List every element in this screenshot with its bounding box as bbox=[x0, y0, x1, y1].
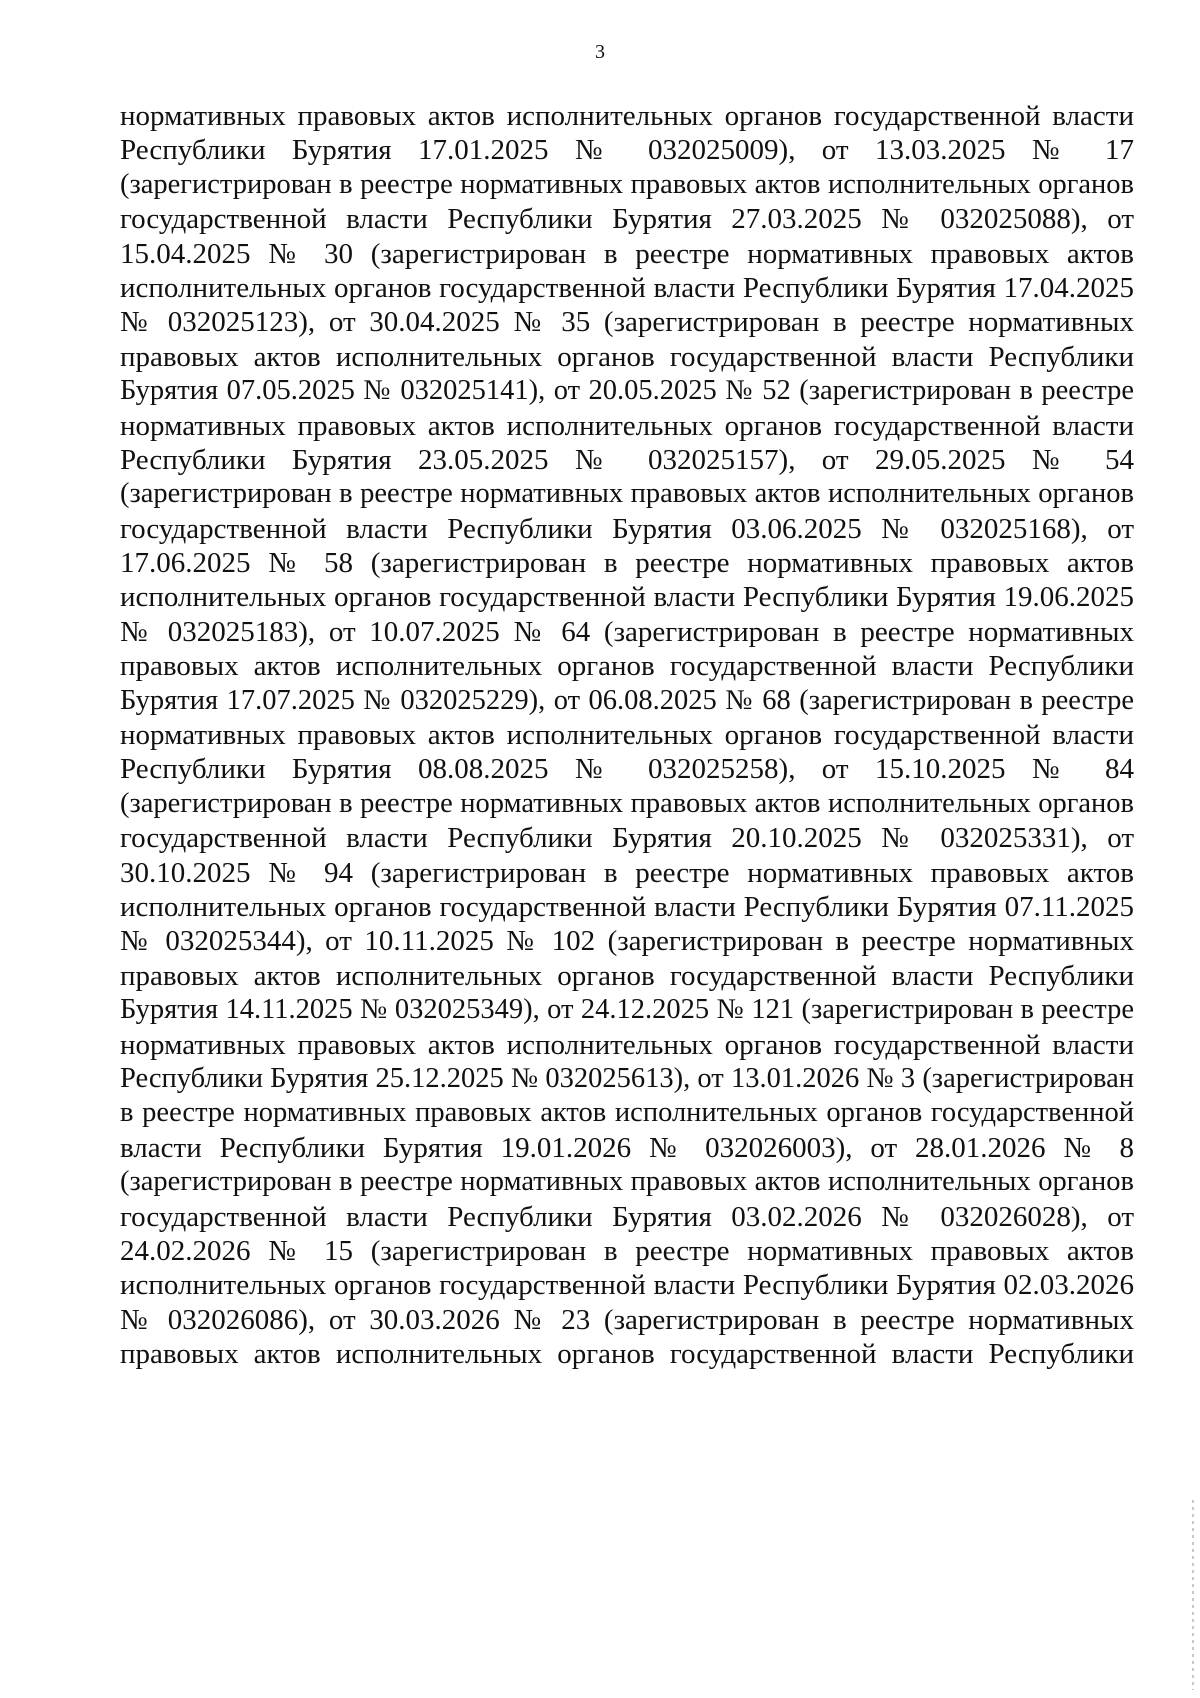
text-line: Республики Бурятия 23.05.2025 № 032025157), от 29.05.2025 № 54 bbox=[120, 443, 1134, 476]
text-line: № 032025123), от 30.04.2025 № 35 (зарегистрирован в реестре нормативных bbox=[120, 306, 1134, 339]
text-line: (зарегистрирован в реестре нормативных правовых актов исполнительных органов bbox=[120, 787, 1134, 819]
text-line: правовых актов исполнительных органов государственной власти Республики bbox=[120, 1338, 1134, 1371]
text-line: исполнительных органов государственной власти Республики Бурятия 02.03.2026 bbox=[120, 1269, 1134, 1302]
text-line: Бурятия 17.07.2025 № 032025229), от 06.08.2025 № 68 (зарегистрирован в реестре bbox=[120, 684, 1134, 716]
text-line: исполнительных органов государственной власти Республики Бурятия 07.11.2025 bbox=[120, 890, 1134, 923]
text-line: Республики Бурятия 08.08.2025 № 032025258), от 15.10.2025 № 84 bbox=[120, 753, 1134, 786]
text-line: 17.06.2025 № 58 (зарегистрирован в реестре нормативных правовых актов bbox=[120, 547, 1134, 580]
body-text bbox=[120, 99, 1134, 1371]
text-line: в реестре нормативных правовых актов исполнительных органов государственной bbox=[120, 1097, 1134, 1129]
text-line: государственной власти Республики Бурятия 03.02.2026 № 032026028), от bbox=[120, 1200, 1134, 1233]
text-line: нормативных правовых актов исполнительных органов государственной власти bbox=[120, 409, 1134, 442]
text-line: 24.02.2026 № 15 (зарегистрирован в реестре нормативных правовых актов bbox=[120, 1234, 1134, 1267]
text-line: (зарегистрирован в реестре нормативных правовых актов исполнительных органов bbox=[120, 168, 1134, 200]
text-line: исполнительных органов государственной власти Республики Бурятия 17.04.2025 bbox=[120, 271, 1134, 304]
text-line: (зарегистрирован в реестре нормативных правовых актов исполнительных органов bbox=[120, 1166, 1134, 1198]
text-line: правовых актов исполнительных органов государственной власти Республики bbox=[120, 340, 1134, 373]
text-line: правовых актов исполнительных органов государственной власти Республики bbox=[120, 959, 1134, 992]
text-line: нормативных правовых актов исполнительных органов государственной власти bbox=[120, 100, 1134, 132]
text-line: № 032025183), от 10.07.2025 № 64 (зарегистрирован в реестре нормативных bbox=[120, 615, 1134, 648]
text-line: нормативных правовых актов исполнительных органов государственной власти bbox=[120, 1028, 1134, 1061]
text-line: государственной власти Республики Бурятия 20.10.2025 № 032025331), от bbox=[120, 822, 1134, 855]
text-line: № 032025344), от 10.11.2025 № 102 (зарегистрирован в реестре нормативных bbox=[120, 925, 1134, 958]
text-line: Республики Бурятия 17.01.2025 № 032025009), от 13.03.2025 № 17 bbox=[120, 134, 1134, 167]
text-line: исполнительных органов государственной власти Республики Бурятия 19.06.2025 bbox=[120, 581, 1134, 614]
text-line: Республики Бурятия 25.12.2025 № 032025613), от 13.01.2026 № 3 (зарегистрирован bbox=[120, 1062, 1134, 1094]
text-line: правовых актов исполнительных органов государственной власти Республики bbox=[120, 650, 1134, 683]
text-line: государственной власти Республики Бурятия 03.06.2025 № 032025168), от bbox=[120, 512, 1134, 545]
text-line: 30.10.2025 № 94 (зарегистрирован в реестре нормативных правовых актов bbox=[120, 856, 1134, 889]
text-line: (зарегистрирован в реестре нормативных правовых актов исполнительных органов bbox=[120, 478, 1134, 510]
text-line: 15.04.2025 № 30 (зарегистрирован в реестре нормативных правовых актов bbox=[120, 237, 1134, 270]
text-line: нормативных правовых актов исполнительных органов государственной власти bbox=[120, 719, 1134, 752]
text-line: власти Республики Бурятия 19.01.2026 № 032026003), от 28.01.2026 № 8 bbox=[120, 1131, 1134, 1164]
scan-edge-mark bbox=[1192, 1500, 1194, 1690]
page-number: 3 bbox=[595, 41, 605, 63]
text-line: государственной власти Республики Бурятия 27.03.2025 № 032025088), от bbox=[120, 203, 1134, 236]
text-line: Бурятия 07.05.2025 № 032025141), от 20.05.2025 № 52 (зарегистрирован в реестре bbox=[120, 375, 1134, 407]
text-line: Бурятия 14.11.2025 № 032025349), от 24.12.2025 № 121 (зарегистрирован в реестре bbox=[120, 994, 1134, 1026]
text-line: № 032026086), от 30.03.2026 № 23 (зарегистрирован в реестре нормативных bbox=[120, 1303, 1134, 1336]
